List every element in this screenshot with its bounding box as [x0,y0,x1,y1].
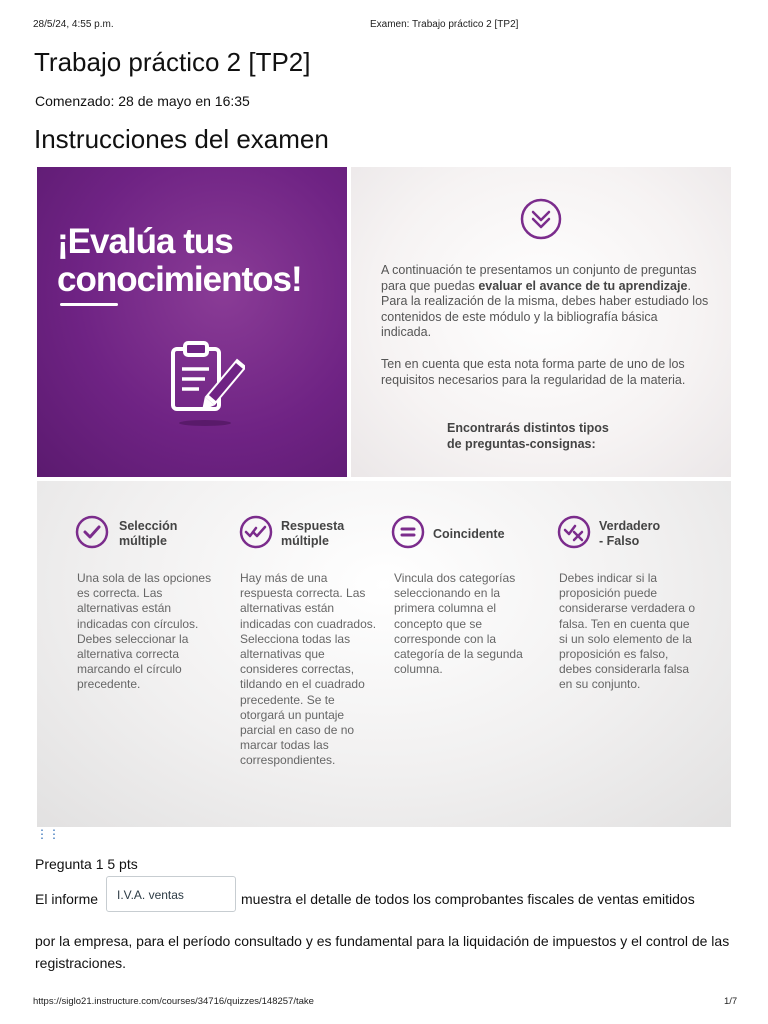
question-label: Pregunta 1 5 pts [35,856,138,872]
type-title-line2: múltiple [119,534,167,548]
started-timestamp: Comenzado: 28 de mayo en 16:35 [35,93,250,109]
type-title-line1: Coincidente [433,527,505,541]
question-types-panel [37,481,731,827]
double-check-circle-icon [239,515,273,549]
type-title-seleccion [119,519,177,549]
question-text-continuation: por la empresa, para el período consultado y es fundamental para la liquidación de impuestos y el control de las registraciones. [35,933,730,971]
type-title-respuesta [281,519,344,549]
headline-underline [60,303,118,306]
type-desc-seleccion: Una sola de las opciones es correcta. Las alternativas están indicadas con círculos. Debes seleccionar la alternativa correcta marcando el círculo precedente. [77,571,212,692]
types-heading [447,421,647,452]
intro-paragraph-1 [381,263,711,341]
check-x-circle-icon [557,515,591,549]
type-title-line2: - Falso [599,534,640,548]
print-date: 28/5/24, 4:55 p.m. [33,19,114,30]
answer-value: I.V.A. ventas [117,888,184,902]
type-title-coincidente [433,527,505,542]
banner-headline-line1: ¡Evalúa tus [57,222,233,261]
banner-headline [57,223,347,299]
type-title-line1: Respuesta [281,519,345,533]
instructions-banner [37,167,731,827]
banner-headline-line2: conocimientos! [57,260,302,299]
print-page-number: 1/7 [724,996,738,1007]
answer-input[interactable] [106,876,236,912]
types-heading-line2: de preguntas-consignas: [447,436,596,451]
banner-purple-panel [37,167,347,477]
page-title: Trabajo práctico 2 [TP2] [34,47,311,77]
types-heading-line1: Encontrarás distintos tipos [447,421,609,435]
type-title-line1: Verdadero [599,519,661,533]
check-circle-icon [75,515,109,549]
intro-text-end: . Para la realización de la misma, debes haber estudiado los contenidos de este módulo y la bibliografía básica indicada. [381,278,709,339]
type-title-line2: múltiple [281,534,329,548]
type-title-line1: Selección [119,519,178,533]
type-desc-respuesta: Hay más de una respuesta correcta. Las alternativas están indicadas con cuadrados. Selecciona todas las alternativas que consideres correctas, tildando en el cuadrado precedente. Se te otorgará un puntaje parcial en caso de no marcar todas las correspondientes. [240,571,377,768]
section-title: Instrucciones del examen [34,124,329,154]
question-text-before: El informe [35,891,99,907]
type-desc-verdadero: Debes indicar si la proposición puede considerarse verdadera o falsa. Ten en cuenta que si un solo elemento de la proposición es falso, debes considerarla falsa en su conjunto. [559,571,696,692]
double-chevron-down-icon [519,197,563,241]
intro-text-bold: evaluar el avance de tu aprendizaje [478,278,688,293]
intro-text-start: A continuación te presentamos un conjunto de preguntas para que puedas [381,263,697,293]
print-header-title: Examen: Trabajo práctico 2 [TP2] [370,19,519,30]
type-title-verdadero [599,519,660,549]
equals-circle-icon [391,515,425,549]
clipboard-pencil-icon [165,337,245,427]
drag-handle-icon[interactable]: ⋮⋮ [36,827,60,841]
intro-paragraph-2: Ten en cuenta que esta nota forma parte de uno de los requisitos necesarios para la regularidad de la materia. [381,357,686,387]
type-desc-coincidente: Vincula dos categorías seleccionando en la primera columna el concepto que se corresponde con la categoría de la segunda columna. [394,571,523,677]
print-footer-url: https://siglo21.instructure.com/courses/34716/quizzes/148257/take [33,996,314,1007]
question-text-after: muestra el detalle de todos los comprobantes fiscales de ventas emitidos [241,891,695,907]
banner-intro-panel [351,167,731,477]
